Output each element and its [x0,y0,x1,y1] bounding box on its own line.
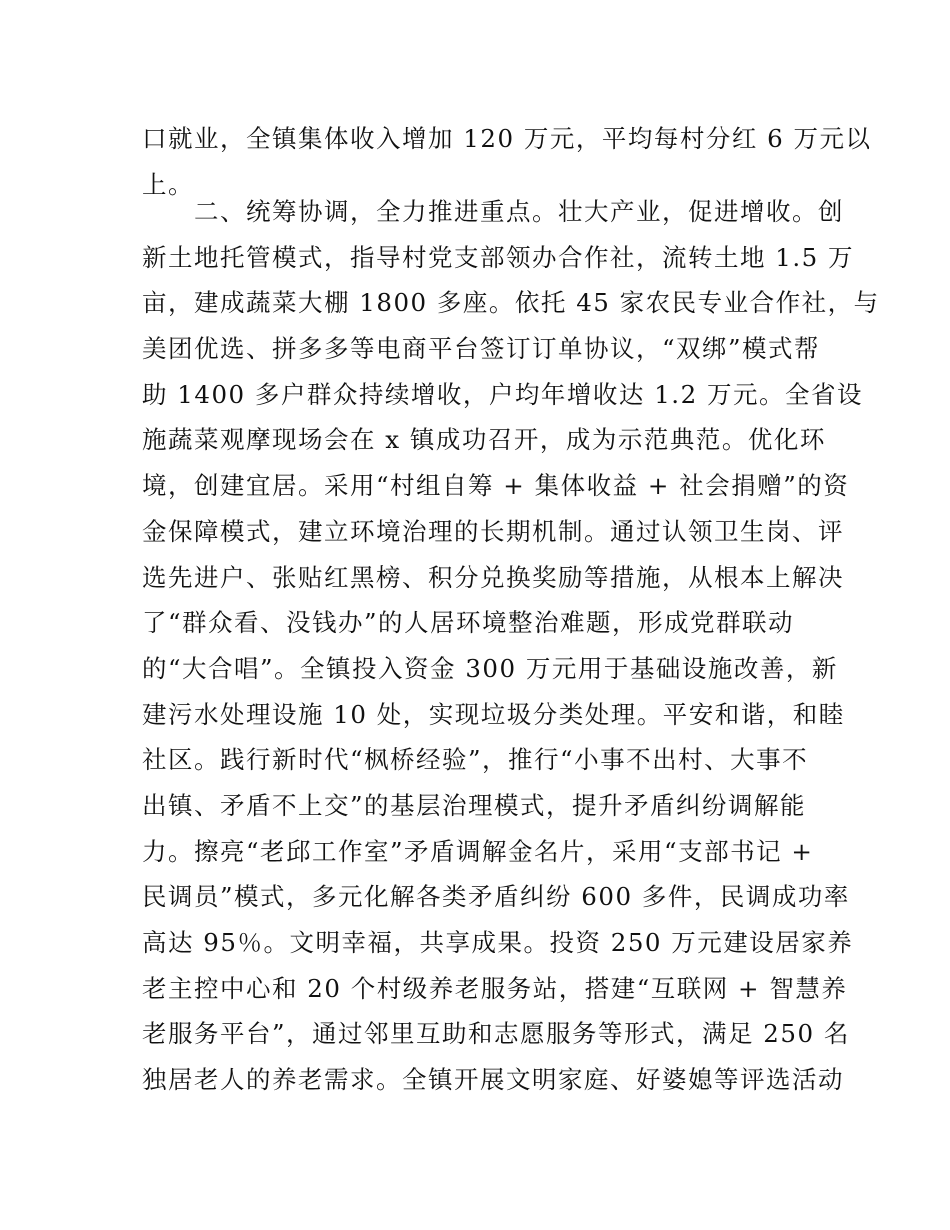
text-line: 施蔬菜观摩现场会在 x 镇成功召开，成为示范典范。优化环 [142,425,826,455]
text-line: 建污水处理设施 10 处，实现垃圾分类处理。平安和谐，和睦 [142,699,845,729]
text-line: 美团优选、拼多多等电商平台签订订单协议，“双绑”模式帮 [142,334,821,364]
text-line: 助 1400 多户群众持续增收，户均年增收达 1.2 万元。全省设 [142,379,863,409]
text-line: 了“群众看、没钱办”的人居环境整治难题，形成党群联动 [142,608,795,638]
text-line: 民调员”模式，多元化解各类矛盾纠纷 600 多件，民调成功率 [142,882,850,912]
text-line: 金保障模式，建立环境治理的长期机制。通过认领卫生岗、评 [142,516,844,546]
text-line: 出镇、矛盾不上交”的基层治理模式，提升矛盾纠纷调解能 [142,790,807,820]
text-line: 力。擦亮“老邱工作室”矛盾调解金名片，采用“支部书记 + [142,836,814,866]
text-line: 二、统筹协调，全力推进重点。壮大产业，促进增收。创 [142,197,844,226]
text-line: 新土地托管模式，指导村党支部领办合作社，流转土地 1.5 万 [142,242,855,272]
text-line: 老主控中心和 20 个村级养老服务站，搭建“互联网 + 智慧养 [142,973,848,1003]
text-line: 亩，建成蔬菜大棚 1800 多座。依托 45 家农民专业合作社，与 [142,288,880,318]
text-line: 口就业，全镇集体收入增加 120 万元，平均每村分红 6 万元以 [142,124,872,153]
text-line: 选先进户、张贴红黑榜、积分兑换奖励等措施，从根本上解决 [142,562,844,592]
text-line: 上。 [142,169,194,199]
paragraph-2 [142,189,880,1103]
text-line: 的“大合唱”。全镇投入资金 300 万元用于基础设施改善，新 [142,653,838,683]
text-line: 高达 95％。文明幸福，共享成果。投资 250 万元建设居家养 [142,928,854,957]
text-line: 老服务平台”，通过邻里互助和志愿服务等形式，满足 250 名 [142,1019,850,1049]
text-line: 独居老人的养老需求。全镇开展文明家庭、好婆媳等评选活动 [142,1065,844,1095]
text-line: 社区。践行新时代“枫桥经验”，推行“小事不出村、大事不 [142,745,809,775]
text-line: 境，创建宜居。采用“村组自筹 + 集体收益 + 社会捐赠”的资 [142,471,850,501]
